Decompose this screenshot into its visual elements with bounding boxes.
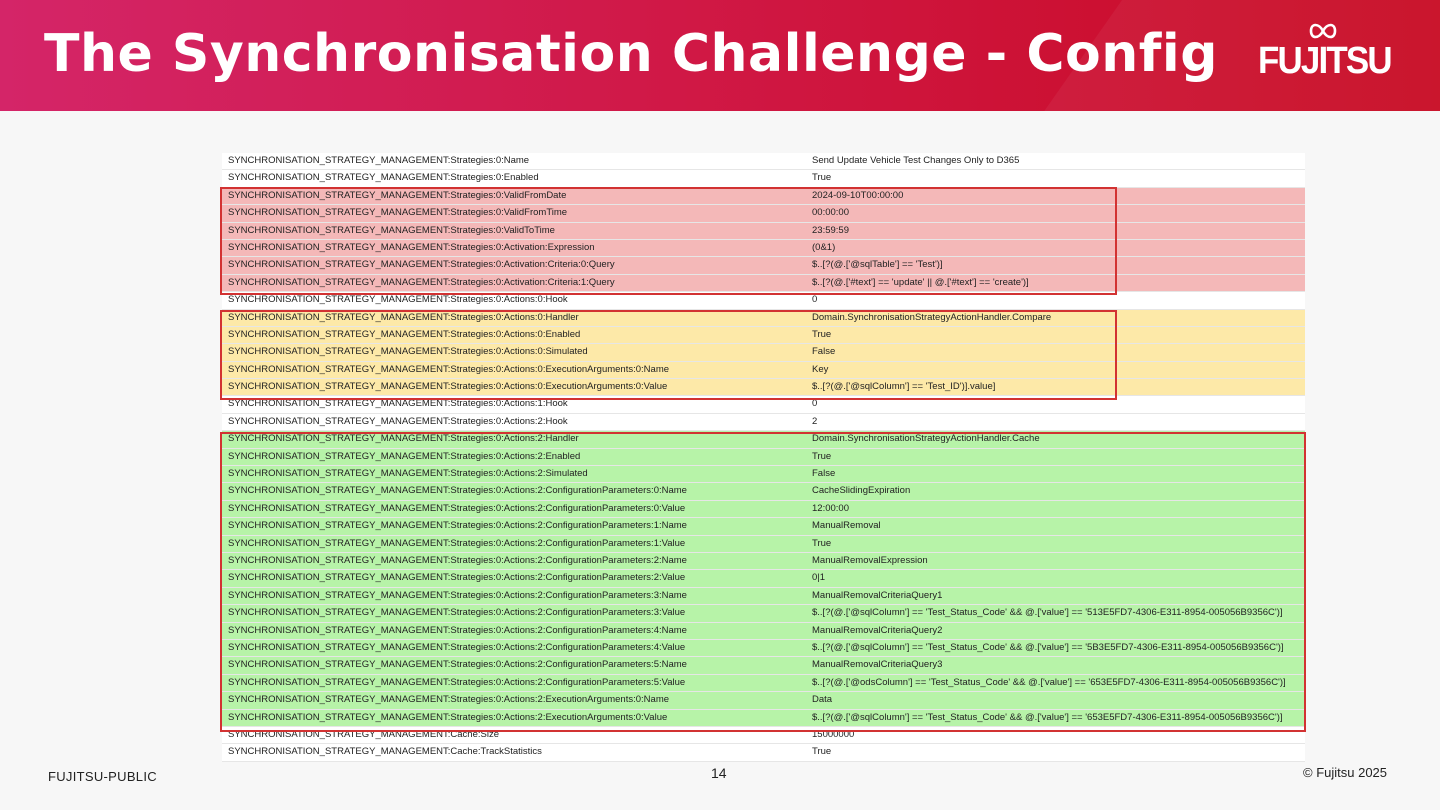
table-row: [222, 483, 1305, 500]
table-row: [222, 327, 1305, 344]
table-row: [222, 466, 1305, 483]
config-key: SYNCHRONISATION_STRATEGY_MANAGEMENT:Cache:Size: [228, 728, 499, 740]
config-value: True: [812, 172, 832, 184]
config-value: $..[?(@.['@sqlTable'] == 'Test')]: [812, 259, 943, 271]
config-value: False: [812, 468, 836, 480]
table-row: [222, 570, 1305, 587]
table-row: [222, 153, 1305, 170]
table-row: [222, 710, 1305, 727]
config-key: SYNCHRONISATION_STRATEGY_MANAGEMENT:Strategies:0:Activation:Criteria:0:Query: [228, 259, 615, 271]
config-value: 0|1: [812, 572, 826, 584]
config-key: SYNCHRONISATION_STRATEGY_MANAGEMENT:Strategies:0:Actions:2:ConfigurationParameters:4:Value: [228, 641, 686, 653]
config-key: SYNCHRONISATION_STRATEGY_MANAGEMENT:Strategies:0:Actions:2:ConfigurationParameters:0:Name: [228, 485, 687, 497]
config-value: CacheSlidingExpiration: [812, 485, 911, 497]
table-row: [222, 362, 1305, 379]
config-value: Send Update Vehicle Test Changes Only to D365: [812, 155, 1020, 166]
table-row: [222, 431, 1305, 448]
table-row: [222, 205, 1305, 222]
table-row: [222, 588, 1305, 605]
config-value: Domain.SynchronisationStrategyActionHandler.Compare: [812, 311, 1052, 323]
table-row: [222, 727, 1305, 744]
config-value: $..[?(@.['@sqlColumn'] == 'Test_Status_Code' && @.['value'] == '653E5FD7-4306-E311-8954-005056B9356C')]: [812, 711, 1283, 723]
config-key: SYNCHRONISATION_STRATEGY_MANAGEMENT:Strategies:0:Activation:Expression: [228, 241, 595, 253]
copyright-notice: © Fujitsu 2025: [1303, 765, 1388, 780]
config-key: SYNCHRONISATION_STRATEGY_MANAGEMENT:Strategies:0:Actions:2:ConfigurationParameters:3:Value: [228, 607, 686, 619]
config-value: Key: [812, 363, 829, 375]
config-key: SYNCHRONISATION_STRATEGY_MANAGEMENT:Strategies:0:Actions:2:ConfigurationParameters:5:Name: [228, 659, 687, 671]
table-row: [222, 188, 1305, 205]
table-row: [222, 657, 1305, 674]
table-row: [222, 223, 1305, 240]
config-value: (0&1): [812, 241, 836, 253]
config-key: SYNCHRONISATION_STRATEGY_MANAGEMENT:Strategies:0:ValidFromTime: [228, 207, 568, 219]
table-row: [222, 744, 1305, 761]
config-key: SYNCHRONISATION_STRATEGY_MANAGEMENT:Strategies:0:Actions:2:ConfigurationParameters:5:Value: [228, 676, 686, 688]
config-value: ManualRemoval: [812, 520, 881, 532]
config-value: ManualRemovalExpression: [812, 554, 928, 566]
config-key: SYNCHRONISATION_STRATEGY_MANAGEMENT:Strategies:0:Actions:2:ConfigurationParameters:0:Value: [228, 502, 686, 514]
config-table: [222, 153, 1305, 762]
fujitsu-logo: [1258, 34, 1398, 90]
table-row: [222, 379, 1305, 396]
table-row: [222, 518, 1305, 535]
config-value: 0: [812, 294, 818, 306]
table-row: [222, 240, 1305, 257]
config-value: $..[?(@.['@odsColumn'] == 'Test_Status_Code' && @.['value'] == '653E5FD7-4306-E311-8954-005056B9356C')]: [812, 676, 1286, 688]
config-key: SYNCHRONISATION_STRATEGY_MANAGEMENT:Strategies:0:Actions:2:ConfigurationParameters:2:Name: [228, 554, 687, 566]
table-row: [222, 623, 1305, 640]
config-key: SYNCHRONISATION_STRATEGY_MANAGEMENT:Strategies:0:Actions:1:Hook: [228, 398, 568, 410]
config-key: SYNCHRONISATION_STRATEGY_MANAGEMENT:Strategies:0:Name: [228, 155, 530, 166]
table-row: [222, 344, 1305, 361]
config-value: True: [812, 450, 832, 462]
config-value: 0: [812, 398, 818, 410]
config-key: SYNCHRONISATION_STRATEGY_MANAGEMENT:Strategies:0:Actions:0:Handler: [228, 311, 579, 323]
config-key: SYNCHRONISATION_STRATEGY_MANAGEMENT:Strategies:0:Activation:Criteria:1:Query: [228, 276, 615, 288]
table-row: [222, 536, 1305, 553]
config-value: 15000000: [812, 728, 855, 740]
config-value: 00:00:00: [812, 207, 849, 219]
config-value: False: [812, 346, 836, 358]
table-row: [222, 396, 1305, 413]
slide-header: [0, 0, 1440, 111]
page-number: 14: [711, 765, 727, 781]
config-key: SYNCHRONISATION_STRATEGY_MANAGEMENT:Strategies:0:Actions:0:Hook: [228, 294, 568, 306]
classification-label: FUJITSU-PUBLIC: [48, 769, 157, 784]
table-row: [222, 170, 1305, 187]
table-row: [222, 414, 1305, 431]
config-key: SYNCHRONISATION_STRATEGY_MANAGEMENT:Strategies:0:Actions:0:Enabled: [228, 328, 581, 340]
config-key: SYNCHRONISATION_STRATEGY_MANAGEMENT:Strategies:0:Actions:2:Handler: [228, 433, 579, 445]
config-key: SYNCHRONISATION_STRATEGY_MANAGEMENT:Strategies:0:ValidFromDate: [228, 189, 567, 201]
table-row: [222, 275, 1305, 292]
config-key: SYNCHRONISATION_STRATEGY_MANAGEMENT:Cache:TrackStatistics: [228, 746, 542, 758]
config-key: SYNCHRONISATION_STRATEGY_MANAGEMENT:Strategies:0:Actions:2:ConfigurationParameters:1:Value: [228, 537, 686, 549]
config-key: SYNCHRONISATION_STRATEGY_MANAGEMENT:Strategies:0:ValidToTime: [228, 224, 555, 236]
table-row: [222, 449, 1305, 466]
config-value: Data: [812, 694, 833, 706]
config-value: Domain.SynchronisationStrategyActionHandler.Cache: [812, 433, 1040, 445]
config-value: $..[?(@.['@sqlColumn'] == 'Test_ID')].value]: [812, 381, 996, 393]
table-row: [222, 553, 1305, 570]
config-key: SYNCHRONISATION_STRATEGY_MANAGEMENT:Strategies:0:Actions:2:ExecutionArguments:0:Value: [228, 711, 668, 723]
config-value: True: [812, 328, 832, 340]
config-key: SYNCHRONISATION_STRATEGY_MANAGEMENT:Strategies:0:Actions:0:Simulated: [228, 346, 588, 358]
config-key: SYNCHRONISATION_STRATEGY_MANAGEMENT:Strategies:0:Actions:2:ConfigurationParameters:4:Name: [228, 624, 687, 636]
config-value: $..[?(@.['@sqlColumn'] == 'Test_Status_Code' && @.['value'] == '5B3E5FD7-4306-E311-8954-005056B9356C')]: [812, 641, 1284, 653]
config-value: 23:59:59: [812, 224, 849, 236]
slide-title: The Synchronisation Challenge - Config: [44, 24, 1218, 84]
config-value: True: [812, 746, 832, 758]
table-row: [222, 640, 1305, 657]
config-key: SYNCHRONISATION_STRATEGY_MANAGEMENT:Strategies:0:Actions:2:ConfigurationParameters:3:Name: [228, 589, 687, 601]
config-value: $..[?(@.['#text'] == 'update' || @.['#text'] == 'create')]: [812, 276, 1029, 288]
config-value: ManualRemovalCriteriaQuery1: [812, 589, 943, 601]
config-value: $..[?(@.['@sqlColumn'] == 'Test_Status_Code' && @.['value'] == '513E5FD7-4306-E311-8954-005056B9356C')]: [812, 607, 1283, 619]
config-key: SYNCHRONISATION_STRATEGY_MANAGEMENT:Strategies:0:Actions:2:Enabled: [228, 450, 581, 462]
table-row: [222, 257, 1305, 274]
config-value: 2: [812, 415, 818, 427]
table-row: [222, 310, 1305, 327]
config-value: 2024-09-10T00:00:00: [812, 189, 904, 201]
table-row: [222, 675, 1305, 692]
config-key: SYNCHRONISATION_STRATEGY_MANAGEMENT:Strategies:0:Actions:0:ExecutionArguments:0:Name: [228, 363, 670, 375]
config-value: ManualRemovalCriteriaQuery2: [812, 624, 943, 636]
config-key: SYNCHRONISATION_STRATEGY_MANAGEMENT:Strategies:0:Actions:2:ConfigurationParameters:2:Value: [228, 572, 686, 584]
config-key: SYNCHRONISATION_STRATEGY_MANAGEMENT:Strategies:0:Actions:0:ExecutionArguments:0:Value: [228, 381, 668, 393]
table-row: [222, 501, 1305, 518]
infinity-icon: [1308, 20, 1338, 42]
table-row: [222, 692, 1305, 709]
config-value: ManualRemovalCriteriaQuery3: [812, 659, 943, 671]
config-key: SYNCHRONISATION_STRATEGY_MANAGEMENT:Strategies:0:Actions:2:ConfigurationParameters:1:Name: [228, 520, 687, 532]
config-value: 12:00:00: [812, 502, 849, 514]
config-key: SYNCHRONISATION_STRATEGY_MANAGEMENT:Strategies:0:Actions:2:Simulated: [228, 468, 588, 480]
config-value: True: [812, 537, 832, 549]
config-key: SYNCHRONISATION_STRATEGY_MANAGEMENT:Strategies:0:Actions:2:Hook: [228, 415, 568, 427]
table-row: [222, 292, 1305, 309]
table-row: [222, 605, 1305, 622]
logo-wordmark: FUJITSU: [1258, 40, 1391, 82]
config-key: SYNCHRONISATION_STRATEGY_MANAGEMENT:Strategies:0:Enabled: [228, 172, 539, 184]
config-key: SYNCHRONISATION_STRATEGY_MANAGEMENT:Strategies:0:Actions:2:ExecutionArguments:0:Name: [228, 694, 670, 706]
